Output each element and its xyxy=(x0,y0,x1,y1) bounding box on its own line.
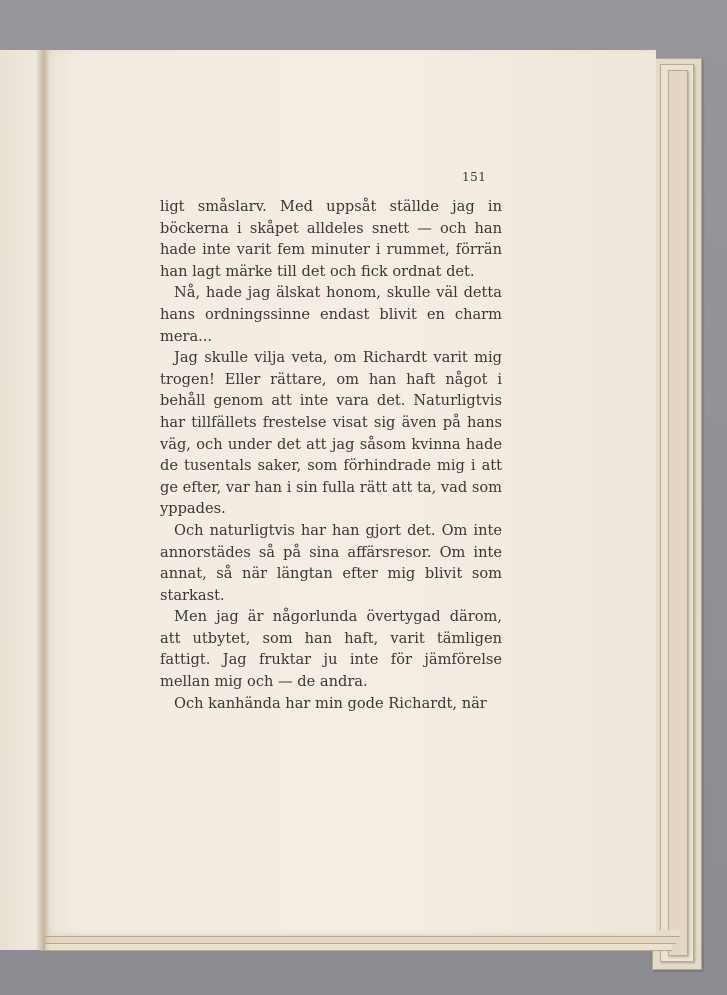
paragraph: Och naturligtvis har han gjort det. Om inte annorstädes så på sina affärsresor. Om inte annat, så när längtan efter mig blivit som starkast. xyxy=(160,521,502,604)
paragraph: Och kanhända har min gode Richardt, när xyxy=(174,694,487,712)
page-bottom-edge xyxy=(40,944,672,951)
paragraph: Men jag är någorlunda övertygad därom, att utbytet, som han haft, varit tämligen fattigt. Jag fruktar ju inte för jämförelse mellan mig och — de andra. xyxy=(160,608,502,691)
body-text xyxy=(160,196,502,714)
gutter-shadow xyxy=(36,50,50,950)
page-stack-edge xyxy=(668,70,688,956)
paragraph: Jag skulle vilja veta, om Richardt varit mig trogen! Eller rättare, om han haft något i behåll genom att inte vara det. Naturligtvis har tillfällets frestelse visat sig även på hans väg, och under det att jag såsom kvinna hade de tusentals saker, som förhindrade mig i att ge efter, var han i sin fulla rätt att ta, vad som yppades. xyxy=(160,349,502,518)
paragraph: ligt småslarv. Med uppsåt ställde jag in böckerna i skåpet alldeles snett — och han hade inte varit fem minuter i rummet, förrän han lagt märke till det och fick ordnat det. xyxy=(160,198,502,280)
page-bottom-edge xyxy=(40,937,676,944)
page-number: 151 xyxy=(462,170,487,184)
paragraph: Nå, hade jag älskat honom, skulle väl detta hans ordningssinne endast blivit en charm mera... xyxy=(160,284,502,345)
